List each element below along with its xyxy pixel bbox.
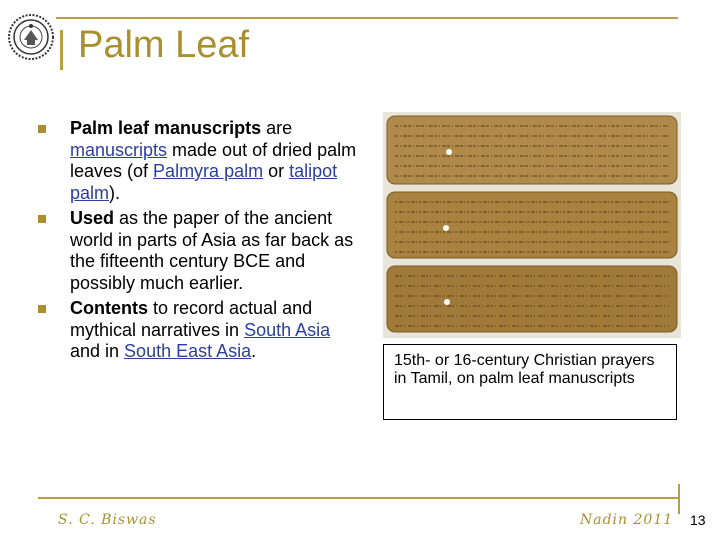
bullet-text: and in <box>70 341 125 361</box>
footer-author: S. C. Biswas <box>58 512 157 528</box>
top-rule <box>56 17 678 19</box>
palm-leaf-3 <box>387 266 677 332</box>
bullet-text: as the paper of the ancient world in parts of Asia as far back as the fifteenth century BCE and possibly much earlier. <box>70 208 354 293</box>
bullet-bold-term: Used <box>70 208 115 228</box>
link-manuscripts[interactable]: manuscripts <box>70 139 168 160</box>
bullet-item <box>38 118 358 204</box>
page-number: 13 <box>690 512 706 528</box>
bullet-text: . <box>251 341 257 361</box>
bullet-text: or <box>263 161 290 181</box>
bullet-text: are <box>261 118 293 138</box>
bullet-text: to record actual and mythical narratives in <box>70 298 313 340</box>
bullet-bold-term: Contents <box>70 298 148 318</box>
link-south-asia[interactable]: South Asia <box>244 319 331 340</box>
bullet-square-icon <box>38 215 46 223</box>
bottom-accent-bar <box>678 484 680 514</box>
bullet-text: ). <box>109 182 121 203</box>
bullet-bold-term: Palm leaf manuscripts <box>70 118 262 138</box>
bottom-rule <box>38 497 678 499</box>
palm-leaf-1 <box>387 116 677 184</box>
bullet-list <box>38 118 358 367</box>
link-palmyra-palm[interactable]: Palmyra palm <box>153 161 264 181</box>
title-accent-bar <box>60 30 63 70</box>
bullet-text: made out of dried palm leaves (of <box>70 139 357 181</box>
link-talipot-palm[interactable]: talipot palm <box>70 161 338 203</box>
slide-title: Palm Leaf <box>78 24 250 66</box>
link-south-east-asia[interactable]: South East Asia <box>124 341 252 361</box>
palm-leaf-manuscript-image <box>383 112 681 338</box>
university-emblem-icon <box>6 12 56 62</box>
palm-leaf-2 <box>387 192 677 258</box>
bullet-item <box>38 208 358 294</box>
bullet-item <box>38 298 358 363</box>
bullet-square-icon <box>38 125 46 133</box>
image-caption: 15th- or 16-century Christian prayers in Tamil, on palm leaf manuscripts <box>383 344 677 420</box>
footer-event: Nadin 2011 <box>580 512 674 528</box>
bullet-square-icon <box>38 305 46 313</box>
